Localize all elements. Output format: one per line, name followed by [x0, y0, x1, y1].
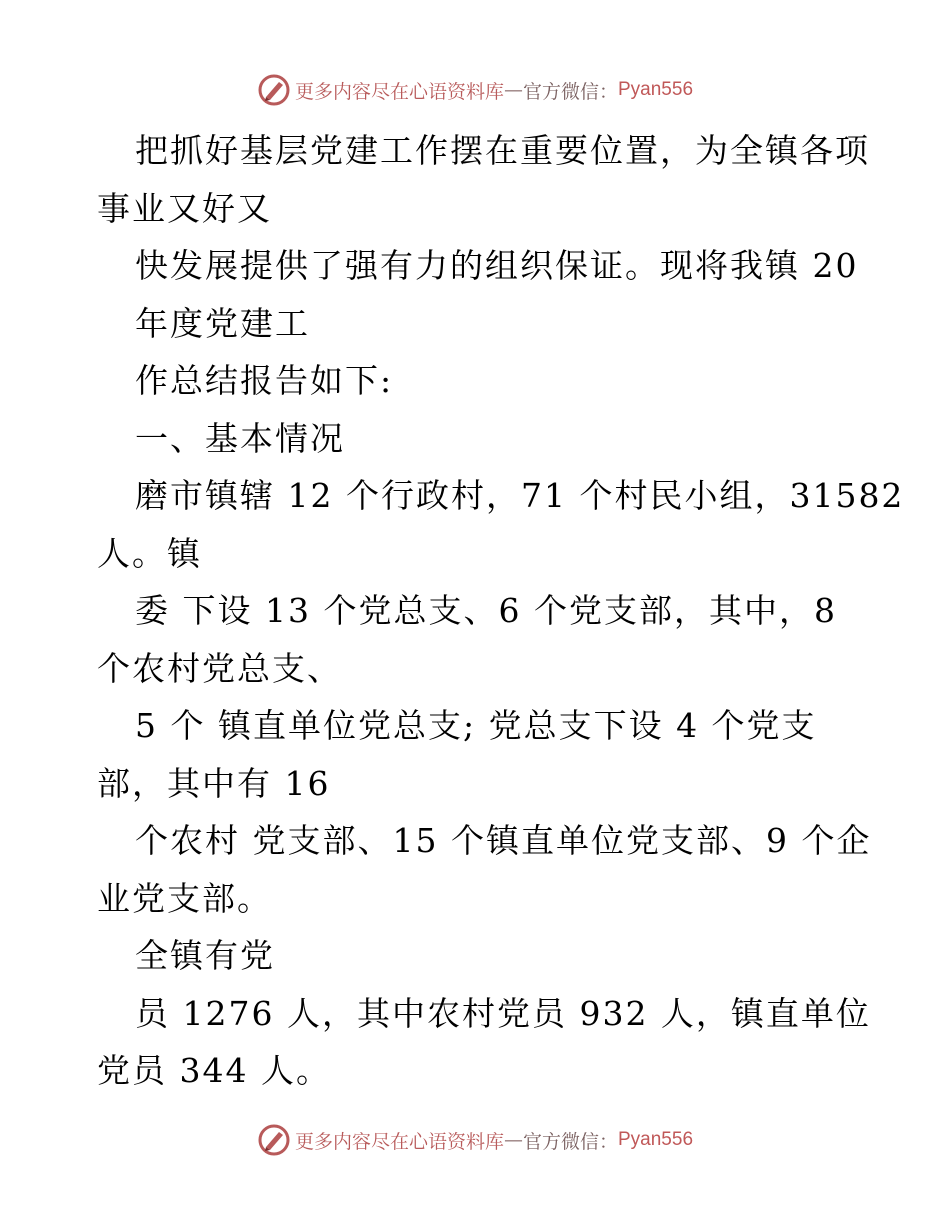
watermark-banner-top: [0, 70, 950, 110]
watermark-text: 更多内容尽在心语资料库: [294, 1130, 504, 1153]
body-line: 人。镇: [97, 533, 202, 573]
body-line: 业党支部。: [97, 878, 272, 918]
body-line: 快发展提供了强有力的组织保证。现将我镇 20: [135, 246, 859, 285]
body-line: 事业又好又: [97, 188, 272, 228]
body-line: 个农村 党支部、15 个镇直单位党支部、9 个企: [135, 821, 872, 860]
watermark-separator: —: [503, 79, 523, 101]
body-line: 部，其中有 16: [97, 763, 331, 803]
body-line: 委 下设 13 个党总支、6 个党支部，其中，8: [135, 591, 837, 630]
body-line: 全镇有党: [135, 936, 275, 975]
watermark-label: 官方微信：: [522, 80, 618, 103]
body-line: 个农村党总支、: [97, 648, 342, 688]
body-line: 员 1276 人，其中农村党员 932 人，镇直单位: [135, 993, 871, 1033]
watermark-banner-bottom: [0, 1120, 950, 1160]
watermark-id: Pyan556: [618, 1129, 694, 1150]
body-line: 党员 344 人。: [97, 1051, 331, 1090]
pen-circle-icon: [257, 1123, 291, 1157]
pen-circle-icon: [257, 73, 291, 107]
body-line: 作总结报告如下:: [135, 361, 394, 400]
watermark-id: Pyan556: [618, 79, 694, 100]
document-body: [97, 122, 905, 1100]
watermark-label: 官方微信：: [522, 1130, 618, 1153]
body-line: 年度党建工: [135, 303, 310, 343]
section-heading: 一、基本情况: [135, 418, 345, 458]
body-line: 磨市镇辖 12 个行政村，71 个村民小组，31582: [135, 476, 905, 515]
body-line: 把抓好基层党建工作摆在重要位置，为全镇各项: [135, 131, 870, 170]
body-line: 5 个 镇直单位党总支; 党总支下设 4 个党支: [135, 706, 817, 745]
watermark-text: 更多内容尽在心语资料库: [294, 80, 504, 103]
watermark-separator: —: [503, 1129, 523, 1151]
